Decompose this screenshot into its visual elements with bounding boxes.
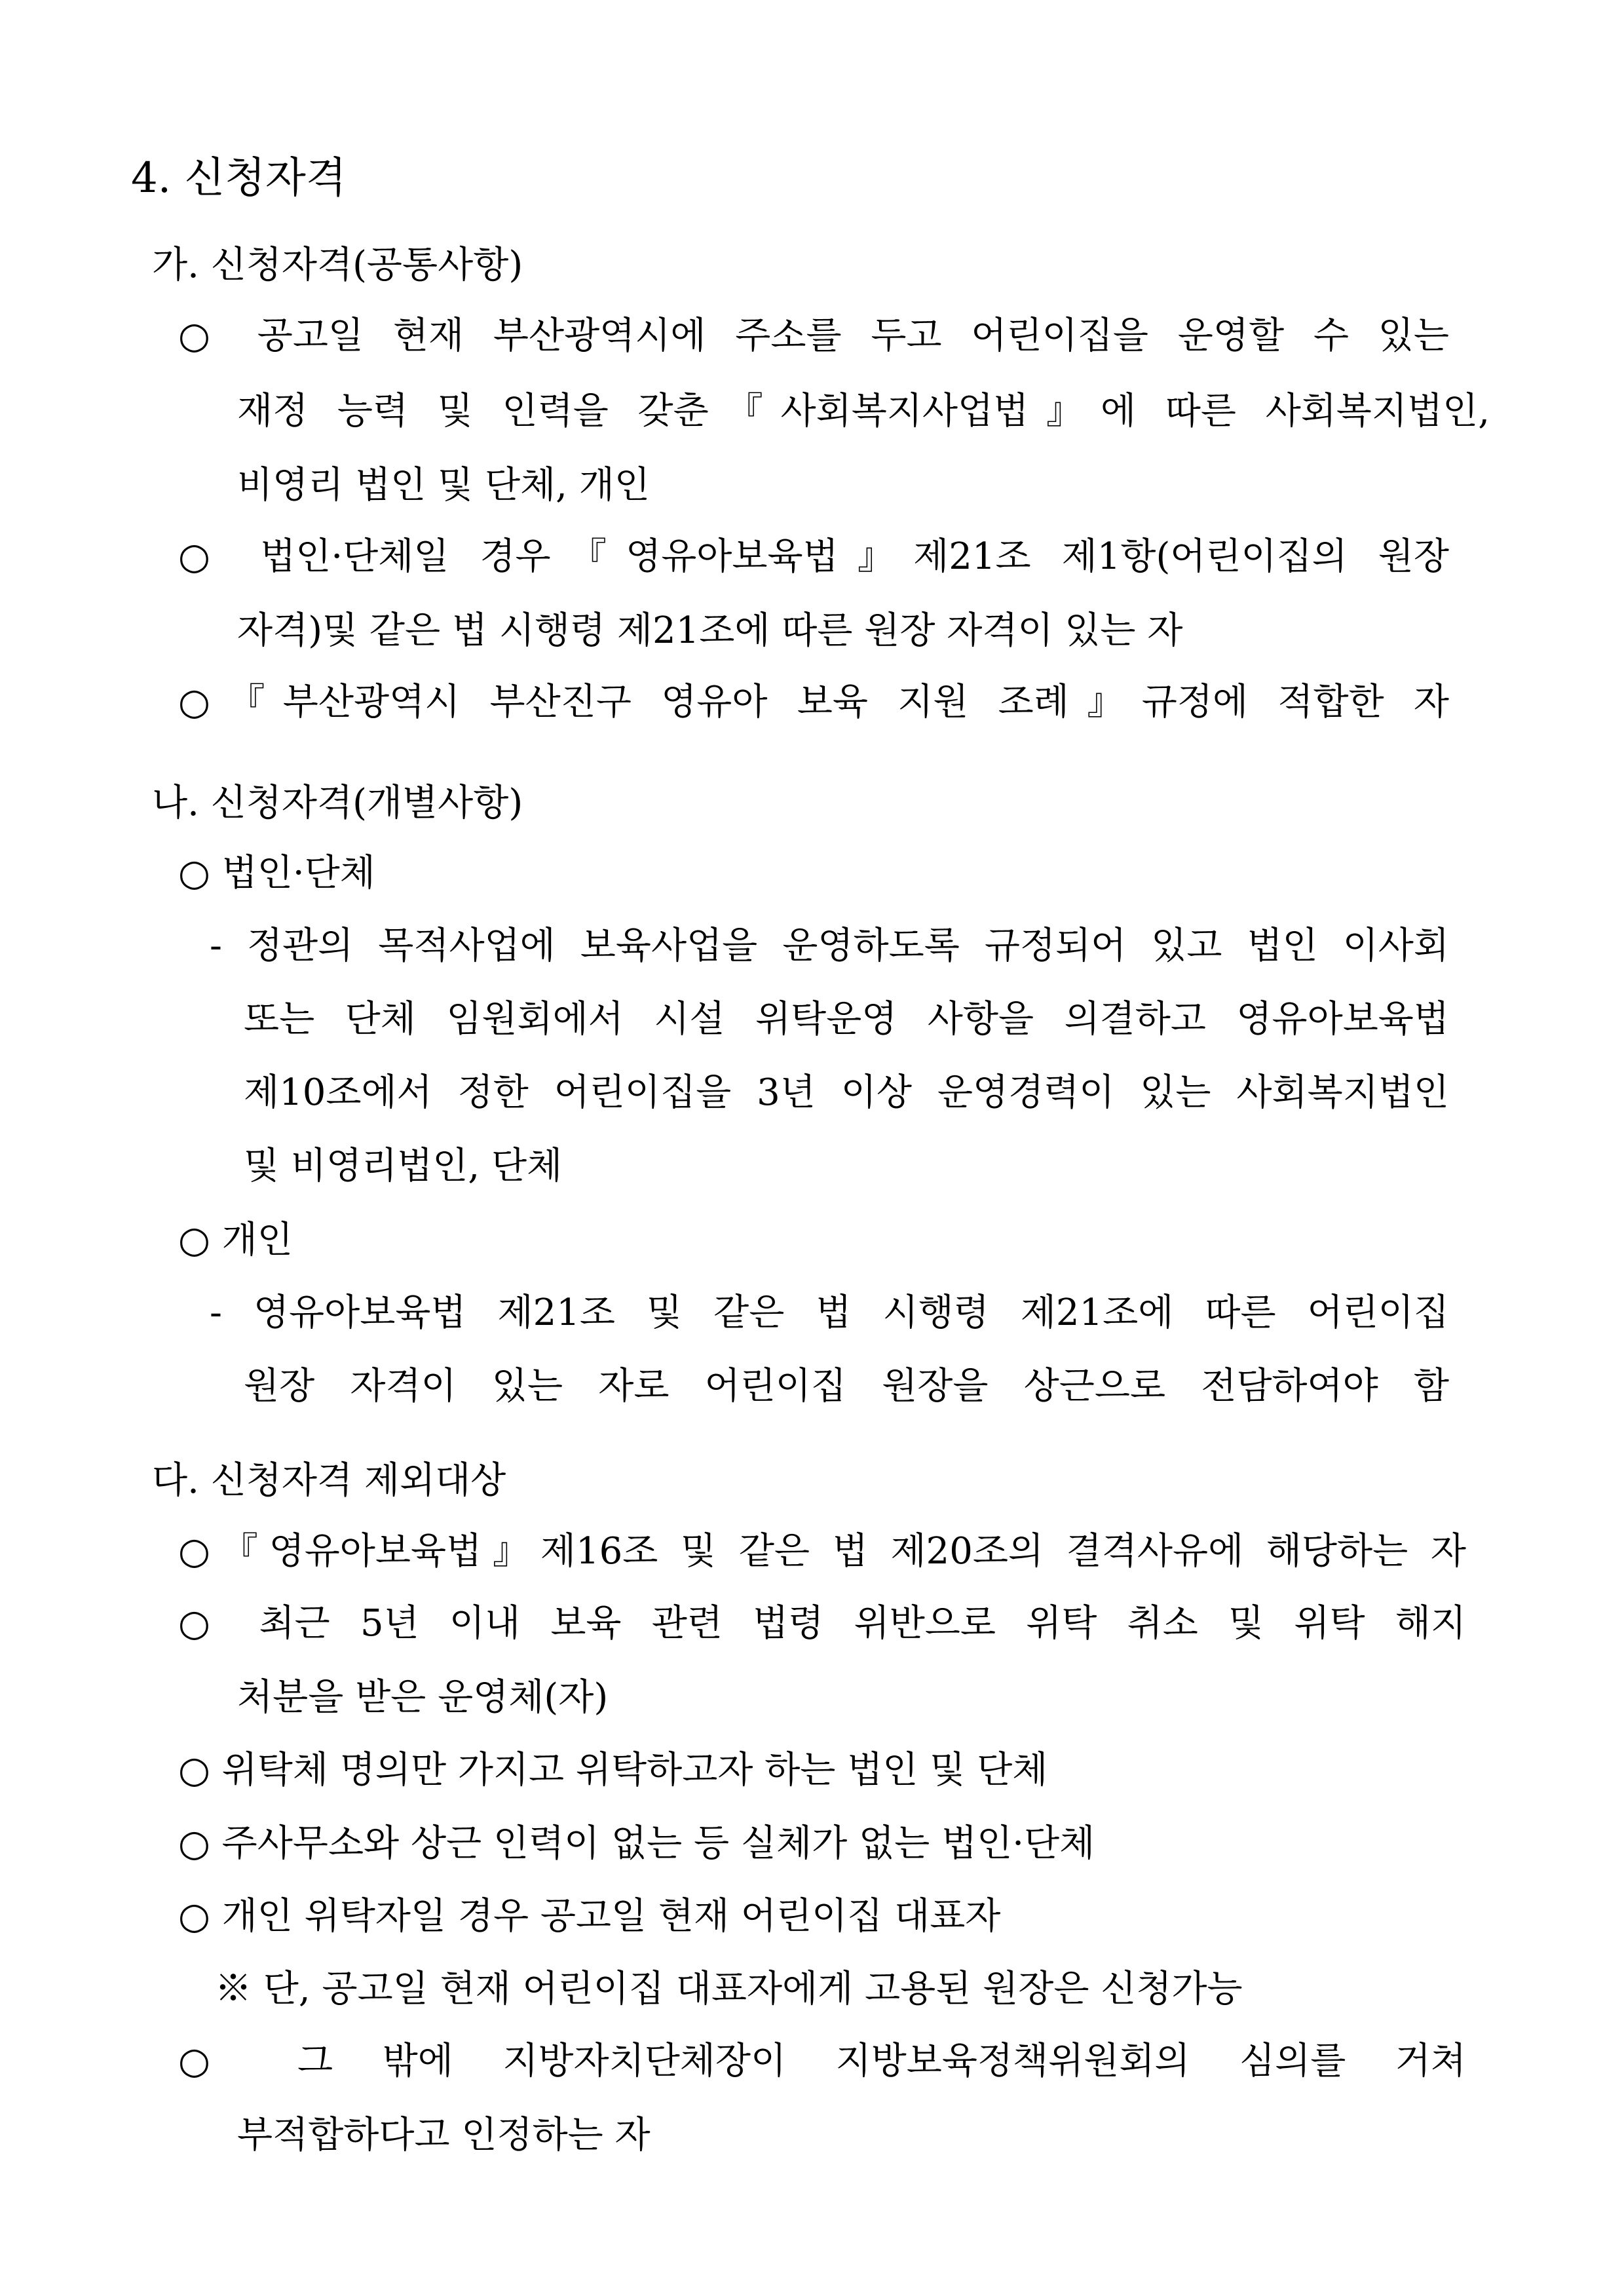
continuation-line: 원장 자격이 있는 자로 어린이집 원장을 상근으로 전담하여야 함 (244, 1365, 1449, 1407)
section-title: 4. 신청자격 (131, 154, 347, 202)
continuation-line: 재정 능력 및 인력을 갖춘『사회복지사업법』에 따른 사회복지법인, (237, 390, 1490, 432)
continuation-line: 및 비영리법인, 단체 (244, 1145, 563, 1187)
dash-line: - 영유아보육법 제21조 및 같은 법 시행령 제21조에 따른 어린이집 (210, 1292, 1449, 1334)
bullet-line: ○ 그 밖에 지방자치단체장이 지방보육정책위원회의 심의를 거쳐 (178, 2040, 1466, 2082)
continuation-line: 부적합하다고 인정하는 자 (237, 2114, 651, 2156)
bullet-line: ○ 주사무소와 상근 인력이 없는 등 실체가 없는 법인·단체 (178, 1822, 1095, 1865)
dash-line: - 정관의 목적사업에 보육사업을 운영하도록 규정되어 있고 법인 이사회 (210, 925, 1449, 967)
bullet-line: ○ 법인·단체일 경우『영유아보육법』제21조 제1항(어린이집의 원장 (178, 535, 1449, 578)
bullet-line: ○ 개인 (178, 1219, 293, 1261)
continuation-line: 제10조에서 정한 어린이집을 3년 이상 운영경력이 있는 사회복지법인 (244, 1071, 1449, 1114)
subsection-c-title: 다. 신청자격 제외대상 (152, 1459, 506, 1502)
bullet-line: ○『영유아보육법』제16조 및 같은 법 제20조의 결격사유에 해당하는 자 (178, 1530, 1466, 1573)
bullet-line: ○ 공고일 현재 부산광역시에 주소를 두고 어린이집을 운영할 수 있는 (178, 315, 1449, 357)
bullet-line: ○『부산광역시 부산진구 영유아 보육 지원 조례』규정에 적합한 자 (178, 681, 1449, 723)
bullet-line: ○ 법인·단체 (178, 852, 375, 894)
bullet-line: ○ 최근 5년 이내 보육 관련 법령 위반으로 위탁 취소 및 위탁 해지 (178, 1602, 1466, 1645)
bullet-line: ○ 개인 위탁자일 경우 공고일 현재 어린이집 대표자 (178, 1895, 1001, 1938)
bullet-line: ○ 위탁체 명의만 가지고 위탁하고자 하는 법인 및 단체 (178, 1749, 1048, 1791)
continuation-line: 처분을 받은 운영체(자) (237, 1676, 609, 1719)
continuation-line: 또는 단체 임원회에서 시설 위탁운영 사항을 의결하고 영유아보육법 (244, 998, 1449, 1041)
subsection-a-title: 가. 신청자격(공통사항) (152, 244, 523, 286)
continuation-line: 비영리 법인 및 단체, 개인 (237, 464, 650, 507)
continuation-line: 자격)및 같은 법 시행령 제21조에 따른 원장 자격이 있는 자 (237, 609, 1183, 652)
subsection-b-title: 나. 신청자격(개별사항) (152, 782, 523, 824)
note-line: ※ 단, 공고일 현재 어린이집 대표자에게 고용된 원장은 신청가능 (215, 1968, 1243, 2010)
